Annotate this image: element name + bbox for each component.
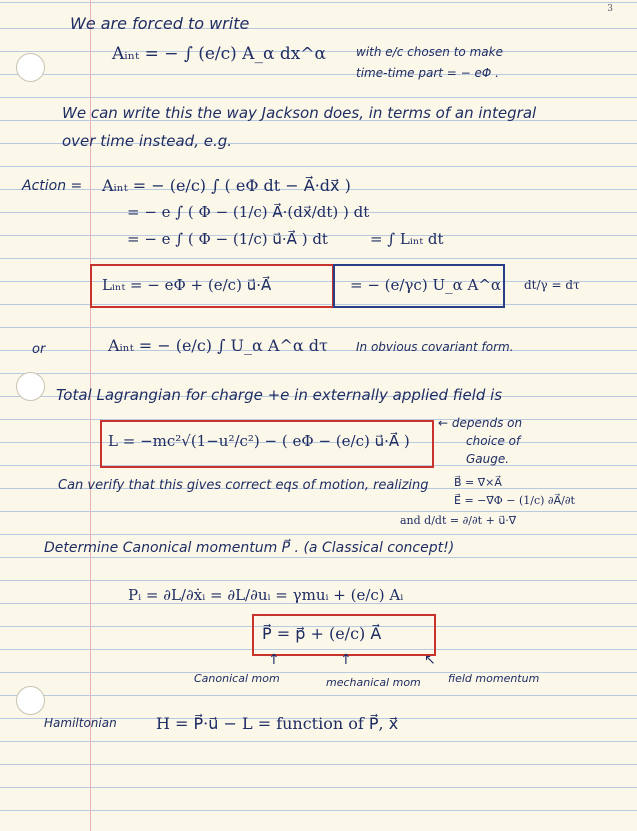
label-mechanical: mechanical mom — [326, 676, 421, 689]
gauge-note-2: choice of — [466, 434, 521, 448]
lint-equation: Lᵢₙₜ = − eΦ + (e/c) u⃗·A⃗ — [102, 276, 272, 294]
or-equation: Aᵢₙₜ = − (e/c) ∫ U_α A^α dτ — [108, 336, 328, 355]
gauge-note-3: Gauge. — [466, 452, 510, 466]
text-jackson: We can write this the way Jackson does, in terms of an integral — [62, 104, 537, 122]
binder-hole-middle — [16, 372, 45, 401]
arrow-mechanical-icon: ↑ — [340, 652, 352, 668]
binder-hole-bottom — [16, 686, 45, 715]
action-eq-3: = − e ∫ ( Φ − (1/c) u⃗·A⃗ ) dt — [127, 230, 328, 248]
gauge-note-1: ← depends on — [438, 416, 523, 430]
note-time-part: time-time part = − eΦ . — [356, 66, 499, 80]
page-number: 3 — [607, 4, 613, 14]
action-eq-1: Aᵢₙₜ = − (e/c) ∫ ( eΦ dt − A⃗·dx⃗ ) — [102, 176, 351, 195]
note-chosen: with e/c chosen to make — [356, 45, 503, 59]
covariant-note: In obvious covariant form. — [356, 340, 514, 354]
label-canonical: Canonical mom — [194, 672, 280, 685]
canonical-text: Determine Canonical momentum P⃗ . (a Classical concept!) — [44, 540, 455, 556]
momentum-box-equation: P⃗ = p⃗ + (e/c) A⃗ — [262, 624, 382, 643]
arrow-canonical-icon: ↑ — [268, 652, 280, 668]
lint-covariant: = − (e/γc) U_α A^α — [350, 276, 502, 294]
text-over-time: over time instead, e.g. — [62, 132, 233, 150]
hamiltonian-label: Hamiltonian — [44, 716, 117, 730]
verify-text: Can verify that this gives correct eqs of motion, realizing — [58, 478, 429, 493]
arrow-field-icon: ↖ — [424, 652, 436, 668]
or-label: or — [32, 342, 46, 357]
text-line-1: We are forced to write — [70, 14, 250, 33]
relation-e: E⃗ = −∇⃗Φ − (1/c) ∂A⃗/∂t — [454, 494, 575, 507]
action-eq-3-right: = ∫ Lᵢₙₜ dt — [370, 230, 444, 248]
margin-line — [90, 0, 91, 831]
hamiltonian-equation: H = P⃗·u⃗ − L = function of P⃗, x⃗ — [156, 714, 399, 733]
relation-ddt: and d/dt = ∂/∂t + u⃗·∇⃗ — [400, 514, 517, 527]
momentum-equation: Pᵢ = ∂L/∂ẋᵢ = ∂L/∂uᵢ = γmuᵢ + (e/c) Aᵢ — [128, 586, 404, 604]
action-eq-2: = − e ∫ ( Φ − (1/c) A⃗·(dx⃗/dt) ) dt — [127, 203, 370, 221]
action-label: Action = — [22, 178, 83, 194]
equation-aint-covariant: Aᵢₙₜ = − ∫ (e/c) A_α dx^α — [112, 44, 327, 64]
total-lagrangian-text: Total Lagrangian for charge +e in externally applied field is — [56, 386, 503, 404]
lagrangian-equation: L = −mc²√(1−u²/c²) − ( eΦ − (e/c) u⃗·A⃗ ) — [108, 432, 410, 450]
relation-b: B⃗ = ∇⃗×A⃗ — [454, 476, 502, 489]
binder-hole-top — [16, 53, 45, 82]
dt-note: dt/γ = dτ — [524, 278, 580, 292]
label-field: field momentum — [448, 672, 540, 685]
